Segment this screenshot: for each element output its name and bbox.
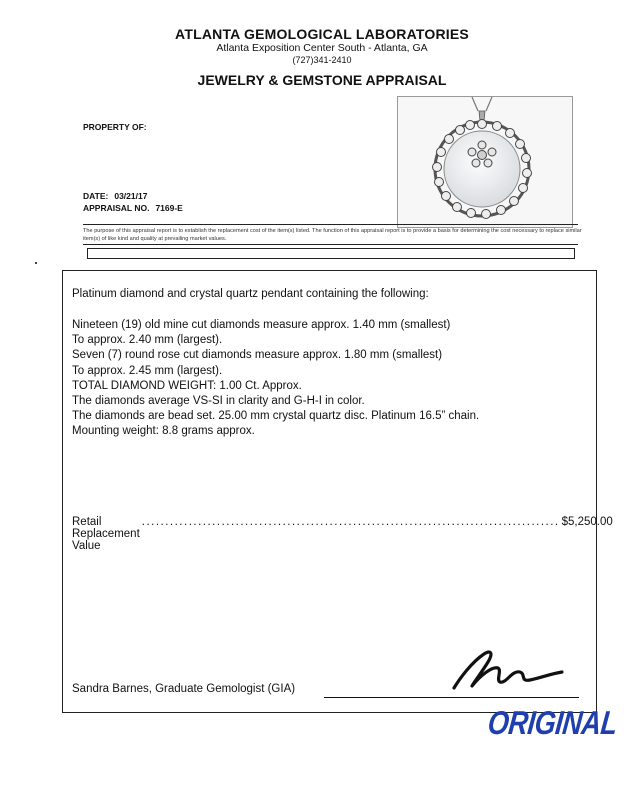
date-field bbox=[83, 191, 147, 201]
description-line: The diamonds average VS-SI in clarity and G-H-I in color. bbox=[72, 395, 365, 408]
description-line: Seven (7) round rose cut diamonds measure approx. 1.80 mm (smallest) bbox=[72, 349, 443, 362]
appraisal-number-label: APPRAISAL NO. bbox=[83, 203, 150, 213]
divider-line bbox=[83, 244, 578, 245]
lab-name: ATLANTA GEMOLOGICAL LABORATORIES bbox=[175, 26, 469, 42]
retail-replacement-value-row bbox=[72, 516, 613, 552]
lab-phone: (727)341-2410 bbox=[292, 55, 352, 65]
document-title: JEWELRY & GEMSTONE APPRAISAL bbox=[197, 72, 447, 88]
description-line: To approx. 2.40 mm (largest). bbox=[72, 334, 223, 347]
description-intro: Platinum diamond and crystal quartz pendant containing the following: bbox=[72, 288, 429, 300]
scan-speck bbox=[35, 262, 37, 264]
property-of-field bbox=[83, 122, 153, 132]
leader-dots: ......................................................................................... bbox=[141, 516, 560, 528]
lab-address: Atlanta Exposition Center South - Atlanta, GA bbox=[216, 42, 428, 54]
blank-bar bbox=[87, 248, 575, 259]
retail-replacement-value-label: Retail Replacement Value bbox=[72, 516, 140, 552]
original-stamp: ORIGINAL bbox=[486, 704, 620, 741]
description-line: TOTAL DIAMOND WEIGHT: 1.00 Ct. Approx. bbox=[72, 379, 302, 392]
description-lines bbox=[72, 318, 479, 440]
pendant-image bbox=[398, 97, 572, 227]
divider-line bbox=[83, 224, 578, 225]
signature-line bbox=[324, 697, 579, 698]
purpose-disclaimer: The purpose of this appraisal report is to establish the replacement cost of the item(s) listed. The function of this appraisal report is to provide a basis for determining the cost necessary to replace similar item(s) of like kind and quality at prevailing market values. bbox=[83, 228, 582, 242]
appraisal-number-field bbox=[83, 203, 183, 213]
appraisal-number-value: 7169-E bbox=[155, 203, 183, 213]
description-line: To approx. 2.45 mm (largest). bbox=[72, 364, 223, 377]
description-line: Nineteen (19) old mine cut diamonds measure approx. 1.40 mm (smallest) bbox=[72, 319, 451, 331]
retail-replacement-value-amount: $5,250.00 bbox=[561, 516, 613, 528]
date-label: DATE: bbox=[83, 191, 109, 201]
description-line: The diamonds are bead set. 25.00 mm crystal quartz disc. Platinum 16.5” chain. bbox=[72, 410, 480, 423]
appraiser-signature-label: Sandra Barnes, Graduate Gemologist (GIA) bbox=[72, 683, 296, 695]
pendant-photo bbox=[397, 96, 573, 228]
description-line: Mounting weight: 8.8 grams approx. bbox=[72, 425, 255, 438]
handwritten-signature bbox=[450, 648, 570, 696]
date-value: 03/21/17 bbox=[114, 191, 148, 201]
property-of-label: PROPERTY OF: bbox=[83, 122, 147, 132]
